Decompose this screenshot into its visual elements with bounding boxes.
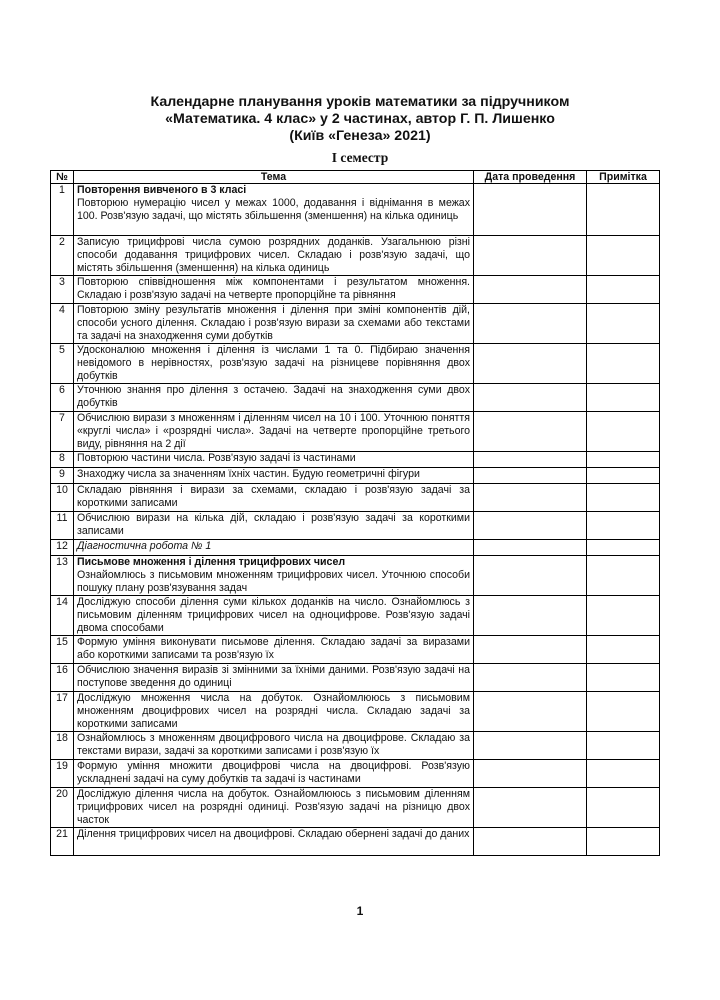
lesson-topic — [74, 276, 474, 304]
topic-text: Ознайомлюсь з множенням двоцифрового числа на двоцифрове. Складаю за текстами вирази, задачі за короткими записами і розв'язую їх — [77, 732, 470, 757]
note-cell — [587, 596, 660, 636]
topic-text: Складаю рівняння і вирази за схемами, складаю і розв'язую задачі за короткими записами — [77, 484, 470, 509]
table-row — [51, 828, 660, 856]
topic-text: Досліджую способи ділення суми кількох доданків на число. Ознайомлюсь з письмовим діленням трицифрових чисел на одноцифрове. Розв'язую задачі двома способами — [77, 596, 470, 634]
topic-text: Ділення трицифрових чисел на двоцифрові. Складаю обернені задачі до даних — [77, 828, 470, 840]
date-cell — [474, 452, 587, 468]
date-cell — [474, 732, 587, 760]
table-row — [51, 276, 660, 304]
topic-text: Формую уміння виконувати письмове ділення. Складаю задачі за виразами або короткими записами та розв'язую їх — [77, 636, 470, 661]
topic-text: Уточнюю знання про ділення з остачею. Задачі на знаходження суми двох добутків — [77, 384, 470, 409]
header-topic: Тема — [74, 171, 474, 184]
table-row — [51, 344, 660, 384]
table-row — [51, 512, 660, 540]
table-row — [51, 540, 660, 556]
note-cell — [587, 184, 660, 236]
date-cell — [474, 760, 587, 788]
topic-text: Досліджую множення числа на добуток. Ознайомлююсь з письмовим множенням двоцифрових чисел на розрядні числа. Складаю задачі за короткими записами — [77, 692, 470, 730]
date-cell — [474, 692, 587, 732]
date-cell — [474, 276, 587, 304]
date-cell — [474, 664, 587, 692]
date-cell — [474, 596, 587, 636]
lesson-topic — [74, 512, 474, 540]
table-row — [51, 556, 660, 596]
lesson-topic — [74, 556, 474, 596]
lesson-number: 2 — [51, 236, 74, 276]
lesson-number: 8 — [51, 452, 74, 468]
lesson-number: 13 — [51, 556, 74, 596]
table-row — [51, 760, 660, 788]
header-date: Дата проведення — [474, 171, 587, 184]
date-cell — [474, 468, 587, 484]
title-line-2: «Математика. 4 клас» у 2 частинах, автор Г. П. Лишенко — [165, 111, 555, 127]
topic-text: Повторюю нумерацію чисел у межах 1000, додавання і віднімання в межах 100. Розв'язую задачі, що містять збільшення (зменшення) на кілька одиниць — [77, 197, 470, 222]
lesson-topic — [74, 788, 474, 828]
date-cell — [474, 788, 587, 828]
note-cell — [587, 556, 660, 596]
lesson-topic — [74, 412, 474, 452]
lesson-topic — [74, 636, 474, 664]
table-row — [51, 596, 660, 636]
lesson-number: 10 — [51, 484, 74, 512]
note-cell — [587, 304, 660, 344]
semester-heading: I семестр — [331, 150, 389, 165]
topic-text: Обчислюю вирази на кілька дій, складаю і розв'язую задачі за короткими записами — [77, 512, 470, 537]
topic-text: Формую уміння множити двоцифрові числа на двоцифрові. Розв'язую ускладнені задачі на суму добутків та задачі із частинами — [77, 760, 470, 785]
lesson-topic — [74, 236, 474, 276]
note-cell — [587, 484, 660, 512]
table-row — [51, 692, 660, 732]
lesson-number: 20 — [51, 788, 74, 828]
topic-text: Обчислюю вирази з множенням і діленням чисел на 10 і 100. Уточнюю поняття «круглі числа» і «розрядні числа». Задачі на четверте пропорційне третього виду, рівняння на 2 дії — [77, 412, 470, 450]
date-cell — [474, 512, 587, 540]
date-cell — [474, 344, 587, 384]
table-row — [51, 788, 660, 828]
lesson-topic — [74, 692, 474, 732]
date-cell — [474, 412, 587, 452]
date-cell — [474, 484, 587, 512]
note-cell — [587, 384, 660, 412]
header-note: Примітка — [587, 171, 660, 184]
date-cell — [474, 304, 587, 344]
lesson-number: 9 — [51, 468, 74, 484]
topic-text: Знаходжу числа за значенням їхніх частин. Будую геометричні фігури — [77, 468, 420, 480]
table-row — [51, 236, 660, 276]
note-cell — [587, 452, 660, 468]
note-cell — [587, 760, 660, 788]
table-row — [51, 384, 660, 412]
lesson-topic — [74, 452, 474, 468]
topic-text: Записую трицифрові числа сумою розрядних доданків. Узагальнюю різні способи додавання трицифрових чисел. Складаю і розв'язую задачі, що містять збільшення (зменшення) на кілька одиниць — [77, 236, 470, 274]
note-cell — [587, 636, 660, 664]
date-cell — [474, 384, 587, 412]
topic-text: Повторюю зміну результатів множення і ділення при зміні компонентів дій, способи усного ділення. Складаю і розв'язую вирази за схемами або текстами та задачі на знаходження суми добутків — [77, 304, 470, 342]
table-row — [51, 636, 660, 664]
topic-text: Ознайомлюсь з письмовим множенням трицифрових чисел. Уточнюю способи пошуку плану розв'язування задач — [77, 569, 470, 594]
lesson-topic — [74, 384, 474, 412]
lesson-number: 5 — [51, 344, 74, 384]
section-heading: Повторення вивченого в 3 класі — [77, 184, 247, 196]
title-line-1: Календарне планування уроків математики за підручником — [150, 94, 570, 110]
table-row — [51, 664, 660, 692]
table-row — [51, 412, 660, 452]
lesson-topic — [74, 596, 474, 636]
note-cell — [587, 828, 660, 856]
document-title — [60, 94, 660, 145]
lesson-number: 19 — [51, 760, 74, 788]
topic-text: Обчислюю значення виразів зі змінними за їхніми даними. Розв'язую задачі на поступове зведення до одиниці — [77, 664, 470, 689]
lesson-topic — [74, 184, 474, 236]
topic-text: Повторюю співвідношення між компонентами і результатом множення. Складаю і розв'язую задачі на четверте пропорційне та рівняння — [77, 276, 470, 301]
table-row — [51, 304, 660, 344]
lesson-number: 3 — [51, 276, 74, 304]
note-cell — [587, 540, 660, 556]
lesson-topic — [74, 468, 474, 484]
note-cell — [587, 732, 660, 760]
lesson-number: 18 — [51, 732, 74, 760]
table-row — [51, 184, 660, 236]
lesson-number: 7 — [51, 412, 74, 452]
lesson-number: 16 — [51, 664, 74, 692]
lesson-number: 12 — [51, 540, 74, 556]
note-cell — [587, 692, 660, 732]
lesson-topic — [74, 760, 474, 788]
table-row — [51, 468, 660, 484]
table-row — [51, 484, 660, 512]
date-cell — [474, 184, 587, 236]
header-num: № — [51, 171, 74, 184]
note-cell — [587, 512, 660, 540]
note-cell — [587, 788, 660, 828]
table-row — [51, 452, 660, 468]
note-cell — [587, 468, 660, 484]
assessment-label: Діагностична робота № 1 — [77, 540, 212, 552]
lesson-topic — [74, 344, 474, 384]
lesson-topic — [74, 732, 474, 760]
title-line-3: (Київ «Генеза» 2021) — [289, 128, 431, 144]
date-cell — [474, 636, 587, 664]
topic-text: Удосконалюю множення і ділення із числами 1 та 0. Підбираю значення невідомого в нерівностях, розв'язую задачі на різницеве порівняння двох добутків — [77, 344, 470, 382]
lesson-topic — [74, 540, 474, 556]
lesson-number: 11 — [51, 512, 74, 540]
date-cell — [474, 556, 587, 596]
topic-text: Досліджую ділення числа на добуток. Ознайомлююсь з письмовим діленням трицифрових чисел на розрядні одиниці. Розв'язую задачі на різницю двох часток — [77, 788, 470, 826]
page-number: 1 — [356, 904, 364, 918]
lesson-number: 1 — [51, 184, 74, 236]
lesson-topic — [74, 484, 474, 512]
lesson-topic — [74, 664, 474, 692]
note-cell — [587, 344, 660, 384]
note-cell — [587, 276, 660, 304]
date-cell — [474, 236, 587, 276]
lesson-number: 14 — [51, 596, 74, 636]
lesson-number: 21 — [51, 828, 74, 856]
note-cell — [587, 412, 660, 452]
table-row — [51, 732, 660, 760]
lesson-number: 6 — [51, 384, 74, 412]
topic-text: Повторюю частини числа. Розв'язую задачі із частинами — [77, 452, 356, 464]
lesson-topic — [74, 828, 474, 856]
date-cell — [474, 828, 587, 856]
section-heading: Письмове множення і ділення трицифрових чисел — [77, 556, 346, 568]
note-cell — [587, 664, 660, 692]
lesson-number: 15 — [51, 636, 74, 664]
note-cell — [587, 236, 660, 276]
lesson-number: 4 — [51, 304, 74, 344]
lesson-plan-table — [50, 170, 660, 856]
lesson-number: 17 — [51, 692, 74, 732]
date-cell — [474, 540, 587, 556]
lesson-topic — [74, 304, 474, 344]
table-header-row — [51, 171, 660, 184]
table-body — [51, 184, 660, 856]
